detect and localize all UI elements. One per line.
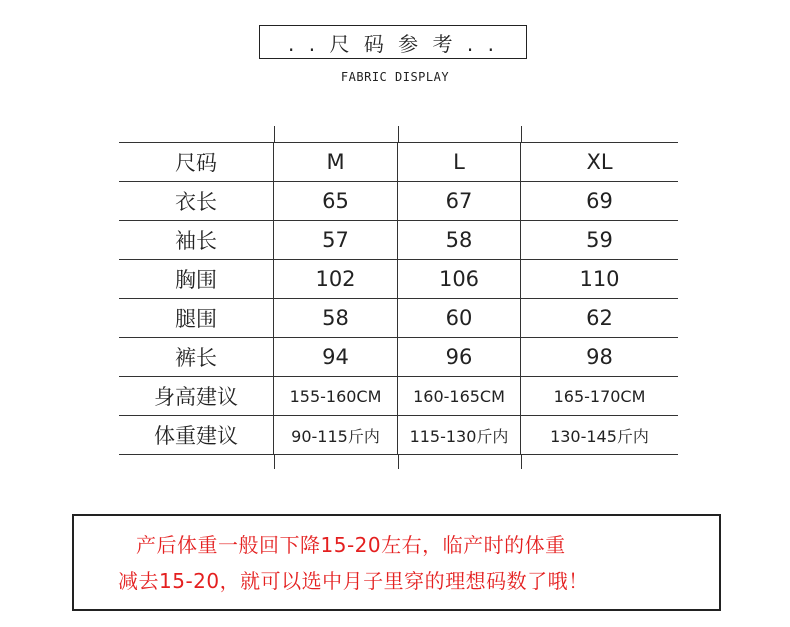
table-cell: 94	[274, 338, 398, 376]
header-cell-m: M	[274, 143, 398, 181]
table-cell: 60	[398, 299, 521, 337]
row-label: 腿围	[119, 299, 274, 337]
table-cell: 59	[586, 228, 613, 252]
table-row	[119, 416, 678, 455]
row-label: 胸围	[119, 260, 274, 298]
note-line-2: 减去15-20，就可以选中月子里穿的理想码数了哦！	[118, 568, 589, 593]
table-cell: 165-170CM	[553, 386, 646, 406]
row-label: 体重建议	[119, 416, 274, 454]
postpartum-note	[72, 514, 721, 611]
table-cell: 130-145斤内	[550, 426, 649, 446]
table-cell: 98	[586, 345, 613, 369]
row-label: 衣长	[119, 182, 274, 220]
table-cell: 155-160CM	[274, 377, 398, 415]
table-row	[119, 299, 678, 338]
page-title: . . 尺 码 参 考 . .	[259, 25, 527, 59]
table-cell: 62	[586, 306, 613, 330]
row-label: 袖长	[119, 221, 274, 259]
table-cell: 69	[586, 189, 613, 213]
page-subtitle: FABRIC DISPLAY	[340, 70, 450, 84]
table-cell: 90-115斤内	[274, 416, 398, 454]
row-label: 身高建议	[119, 377, 274, 415]
column-divider	[521, 126, 522, 142]
table-cell: 96	[398, 338, 521, 376]
table-cell: 106	[398, 260, 521, 298]
row-label: 裤长	[119, 338, 274, 376]
table-cell: 57	[274, 221, 398, 259]
column-divider	[398, 126, 399, 142]
table-cell: 160-165CM	[398, 377, 521, 415]
table-cell: 58	[274, 299, 398, 337]
table-row	[119, 338, 678, 377]
table-cell: 67	[398, 182, 521, 220]
table-bottom-stubs	[119, 455, 678, 469]
column-divider	[274, 126, 275, 142]
table-row	[119, 260, 678, 299]
table-top-stubs	[119, 126, 678, 142]
column-divider	[274, 455, 275, 469]
header-cell-size: 尺码	[119, 143, 274, 181]
header-cell-l: L	[398, 143, 521, 181]
column-divider	[398, 455, 399, 469]
table-cell: 58	[398, 221, 521, 259]
table-cell: 102	[274, 260, 398, 298]
size-table	[119, 126, 678, 469]
column-divider	[521, 455, 522, 469]
table-row	[119, 221, 678, 260]
table-row	[119, 182, 678, 221]
header-cell-xl: XL	[586, 150, 613, 174]
table-row	[119, 377, 678, 416]
table-cell: 110	[579, 267, 620, 291]
table-header-row	[119, 142, 678, 182]
table-cell: 115-130斤内	[398, 416, 521, 454]
table-cell: 65	[274, 182, 398, 220]
note-line-1: 产后体重一般回下降15-20左右，临产时的体重	[136, 532, 566, 557]
